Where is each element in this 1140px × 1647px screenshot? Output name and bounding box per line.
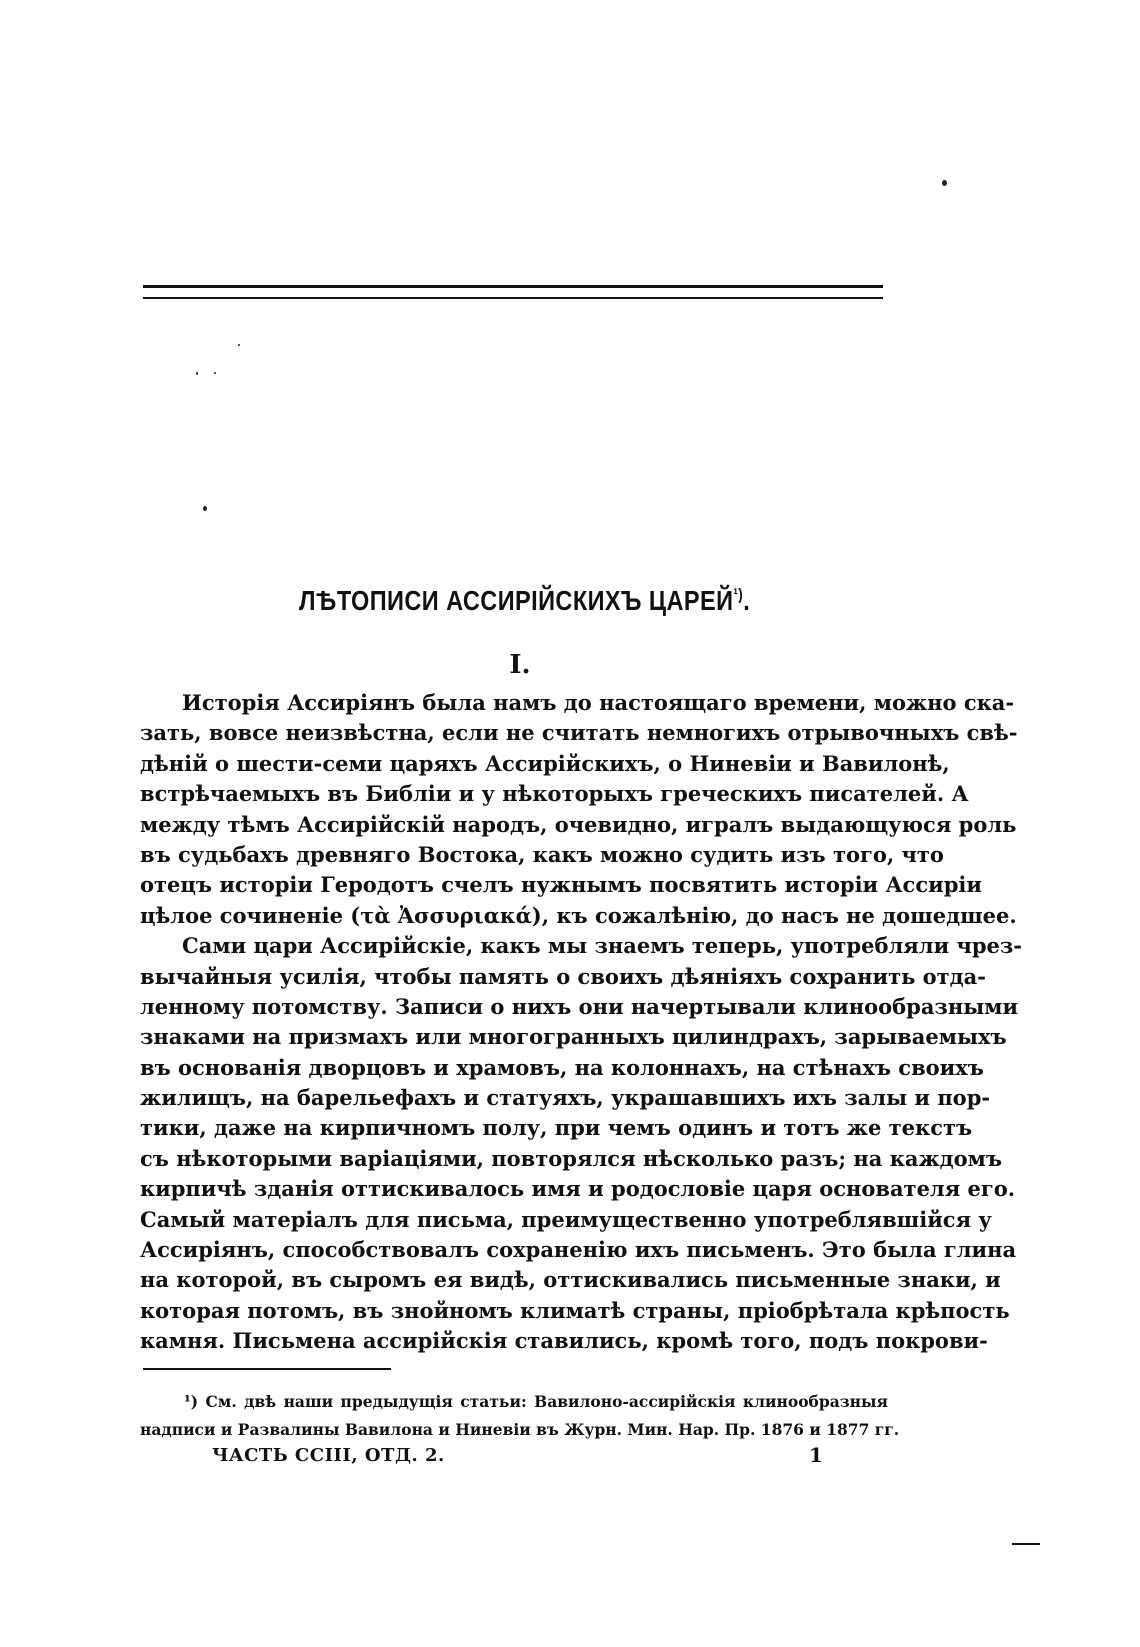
title-text: ЛѢТОПИСИ АССИРІЙСКИХЪ ЦАРЕЙ [299, 585, 734, 616]
scan-speck [203, 506, 207, 511]
section-number: I. [509, 650, 531, 680]
text-line: цѣлое сочиненіе (τὰ Ἀσσυριακά), къ сожалѣнію, до насъ не дошедшее. [140, 902, 1017, 928]
text-line: въ судьбахъ древняго Востока, какъ можно судить изъ того, что [140, 841, 944, 867]
text-line: встрѣчаемыхъ въ Библіи и у нѣкоторыхъ греческихъ писателей. А [140, 781, 969, 807]
footnote-line: ¹) См. двѣ наши предыдущія статьи: Вавилоно-ассирійскія клинообразныя [184, 1392, 888, 1411]
scan-speck [942, 180, 947, 186]
text-line: камня. Письмена ассирійскія ставились, кромѣ того, подъ покрови- [140, 1328, 988, 1354]
text-line: Исторія Ассиріянъ была намъ до настоящаго времени, можно ска- [182, 690, 1015, 715]
footnote [140, 1388, 900, 1444]
text-line: которая потомъ, въ знойномъ климатѣ страны, пріобрѣтала крѣпость [140, 1297, 1010, 1323]
text-line: жилищъ, на барельефахъ и статуяхъ, украшавшихъ ихъ залы и пор- [140, 1085, 991, 1111]
text-line: тики, даже на кирпичномъ полу, при чемъ одинъ и тотъ же текстъ [140, 1115, 973, 1141]
text-line: знаками на призмахъ или многогранныхъ цилиндрахъ, зарываемыхъ [140, 1024, 1007, 1050]
scan-speck [196, 372, 198, 375]
scan-speck [238, 344, 240, 346]
footnote-line: надписи и Развалины Вавилона и Ниневіи въ Журн. Мин. Нар. Пр. 1876 и 1877 гг. [140, 1420, 900, 1439]
text-line: Сами цари Ассирійскіе, какъ мы знаемъ теперь, употребляли чрез- [182, 933, 1022, 959]
text-line: Самый матеріалъ для письма, преимущественно употреблявшійся у [140, 1206, 992, 1232]
text-line: вычайныя усилія, чтобы память о своихъ дѣяніяхъ сохранить отда- [140, 963, 986, 989]
text-line: въ основанія дворцовъ и храмовъ, на колоннахъ, на стѣнахъ своихъ [140, 1054, 984, 1080]
page-number: 1 [809, 1443, 823, 1467]
page-title [92, 585, 957, 617]
scan-speck [214, 372, 216, 374]
text-line: дѣній о шести-семи царяхъ Ассирійскихъ, о Ниневіи и Вавилонѣ, [140, 750, 950, 776]
margin-mark [1012, 1543, 1040, 1545]
text-line: ленному потомству. Записи о нихъ они начертывали клинообразными [140, 993, 1019, 1019]
footnote-rule [143, 1368, 391, 1370]
header-double-rule [143, 285, 883, 299]
text-line: съ нѣкоторыми варіаціями, повторялся нѣсколько разъ; на каждомъ [140, 1145, 1003, 1171]
text-line: кирпичѣ зданія оттискивалось имя и родословіе царя основателя его. [140, 1176, 1016, 1202]
text-line: отецъ исторіи Геродотъ счелъ нужнымъ посвятить исторіи Ассиріи [140, 872, 982, 898]
title-end: . [743, 585, 751, 616]
signature-mark: ЧАСТЬ ССIII, ОТД. 2. [212, 1445, 445, 1466]
text-line: на которой, въ сыромъ ея видѣ, оттискивались письменные знаки, и [140, 1267, 1001, 1293]
body-text [140, 688, 1022, 1357]
title-footnote-mark: ¹) [733, 586, 744, 604]
text-line: зать, вовсе неизвѣстна, если не считать немногихъ отрывочныхъ свѣ- [140, 720, 1018, 746]
text-line: Ассиріянъ, способствовалъ сохраненію ихъ письменъ. Это была глина [140, 1237, 1017, 1263]
text-line: между тѣмъ Ассирійскій народъ, очевидно, игралъ выдающуюся роль [140, 811, 1017, 837]
